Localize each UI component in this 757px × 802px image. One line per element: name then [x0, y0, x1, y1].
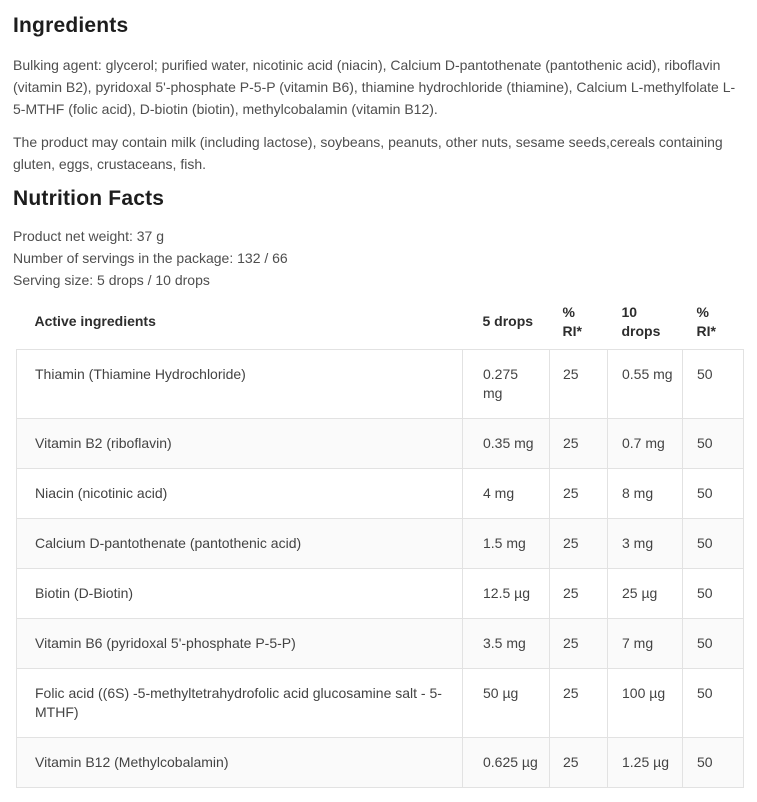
amount-10-drops-cell: 1.25 µg: [608, 737, 683, 787]
amount-10-drops-cell: 0.55 mg: [608, 349, 683, 418]
table-row: [17, 568, 744, 618]
ri-percent-10-drops-cell: 50: [683, 618, 744, 668]
ri-percent-5-drops-cell: 25: [550, 518, 608, 568]
amount-10-drops-cell: 8 mg: [608, 468, 683, 518]
ingredient-name-cell: Niacin (nicotinic acid): [17, 468, 463, 518]
amount-5-drops-cell: 50 µg: [463, 668, 550, 737]
ingredients-title: Ingredients: [13, 14, 129, 37]
table-row: [17, 468, 744, 518]
amount-10-drops-cell: 25 µg: [608, 568, 683, 618]
ri-percent-10-drops-cell: 50: [683, 568, 744, 618]
ingredient-name-cell: Vitamin B6 (pyridoxal 5'-phosphate P-5-P): [17, 618, 463, 668]
serving-size-line: Serving size: 5 drops / 10 drops: [13, 272, 210, 288]
column-header-ri-percent-5-drops: % RI*: [562, 303, 582, 339]
amount-5-drops-cell: 3.5 mg: [463, 618, 550, 668]
table-row: [17, 618, 744, 668]
ri-percent-5-drops-cell: 25: [550, 418, 608, 468]
table-row: [17, 418, 744, 468]
amount-10-drops-cell: 100 µg: [608, 668, 683, 737]
ingredient-name-cell: Folic acid ((6S) -5-methyltetrahydrofolic acid glucosamine salt - 5-MTHF): [17, 668, 463, 737]
table-row: [17, 668, 744, 737]
amount-5-drops-cell: 0.35 mg: [463, 418, 550, 468]
nutrition-info-lines: [13, 225, 743, 291]
ingredient-name-cell: Vitamin B12 (Methylcobalamin): [17, 737, 463, 787]
ingredient-name-cell: Thiamin (Thiamine Hydrochloride): [17, 349, 463, 418]
ri-percent-5-drops-cell: 25: [550, 568, 608, 618]
ri-percent-5-drops-cell: 25: [550, 618, 608, 668]
ri-percent-10-drops-cell: 50: [683, 668, 744, 737]
ri-percent-10-drops-cell: 50: [683, 349, 744, 418]
column-header-ri-percent-10-drops: % RI*: [696, 303, 716, 339]
nutrition-table-body: [17, 349, 744, 787]
amount-10-drops-cell: 3 mg: [608, 518, 683, 568]
ri-percent-10-drops-cell: 50: [683, 418, 744, 468]
amount-5-drops-cell: 0.625 µg: [463, 737, 550, 787]
ri-percent-5-drops-cell: 25: [550, 468, 608, 518]
column-header-10-drops: 10 drops: [621, 303, 661, 339]
ri-percent-10-drops-cell: 50: [683, 518, 744, 568]
table-header-row: [17, 295, 744, 349]
net-weight-line: Product net weight: 37 g: [13, 228, 164, 244]
ingredients-composition-text: Bulking agent: glycerol; purified water, nicotinic acid (niacin), Calcium D-pantothenate (pantothenic acid), riboflavin (vitamin B2), pyridoxal 5'-phosphate P-5-P (vitamin B6), thiamine hydrochloride (thiamine), Calcium L-methylfolate L-5-MTHF (folic acid), D-biotin (biotin), methylcobalamin (vitamin B12).: [13, 57, 736, 117]
servings-count-line: Number of servings in the package: 132 / 66: [13, 250, 288, 266]
column-header-5-drops: 5 drops: [482, 313, 534, 330]
nutrition-facts-title: Nutrition Facts: [13, 187, 165, 210]
ri-percent-10-drops-cell: 50: [683, 468, 744, 518]
table-row: [17, 737, 744, 787]
table-row: [17, 349, 744, 418]
ri-percent-5-drops-cell: 25: [550, 737, 608, 787]
amount-10-drops-cell: 0.7 mg: [608, 418, 683, 468]
ingredient-name-cell: Biotin (D-Biotin): [17, 568, 463, 618]
ri-percent-5-drops-cell: 25: [550, 668, 608, 737]
ri-percent-10-drops-cell: 50: [683, 737, 744, 787]
amount-5-drops-cell: 0.275 mg: [463, 349, 550, 418]
ingredient-name-cell: Calcium D-pantothenate (pantothenic acid): [17, 518, 463, 568]
table-row: [17, 518, 744, 568]
amount-5-drops-cell: 1.5 mg: [463, 518, 550, 568]
ingredient-name-cell: Vitamin B2 (riboflavin): [17, 418, 463, 468]
nutrition-facts-table: [16, 295, 744, 788]
allergen-notice-text: The product may contain milk (including lactose), soybeans, peanuts, other nuts, sesame seeds,cereals containing gluten, eggs, crustaceans, fish.: [13, 134, 723, 172]
ri-percent-5-drops-cell: 25: [550, 349, 608, 418]
column-header-active-ingredients: Active ingredients: [34, 313, 156, 330]
amount-10-drops-cell: 7 mg: [608, 618, 683, 668]
amount-5-drops-cell: 4 mg: [463, 468, 550, 518]
amount-5-drops-cell: 12.5 µg: [463, 568, 550, 618]
